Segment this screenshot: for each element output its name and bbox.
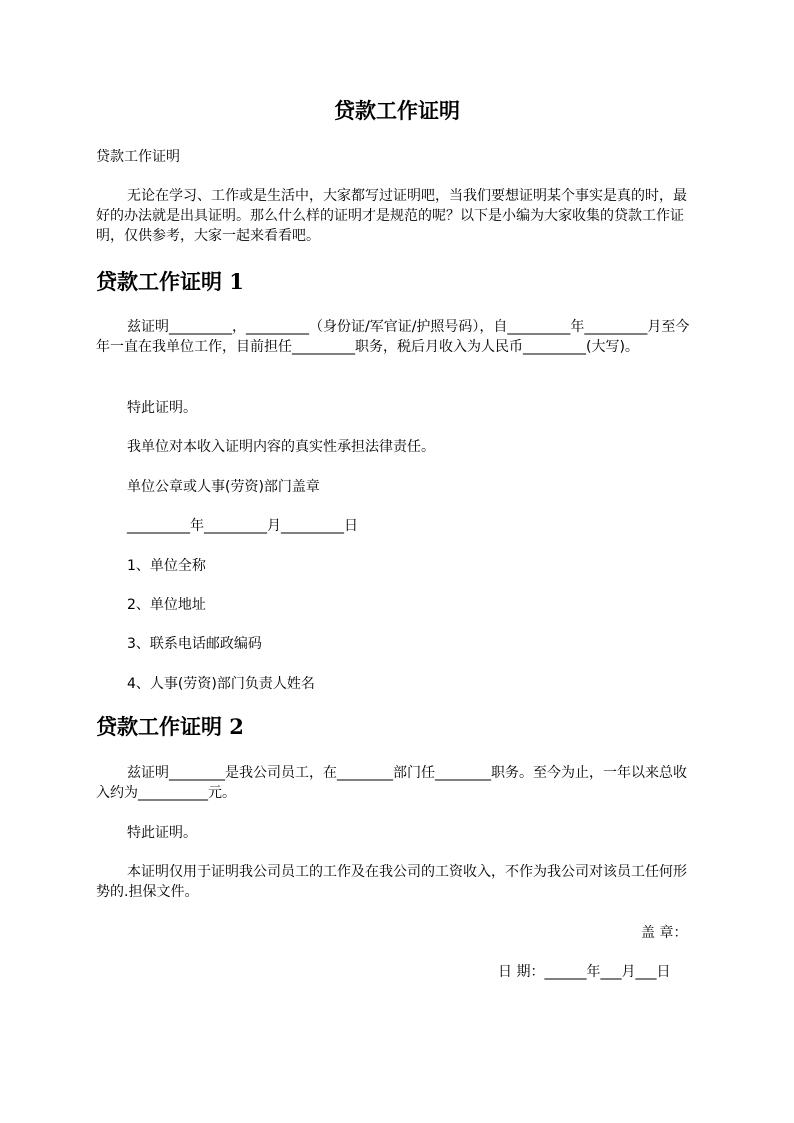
document-title: 贷款工作证明 <box>334 98 460 123</box>
section1-date-line: _________年_________月_________日 <box>127 518 358 534</box>
section1-paragraph-2: 特此证明。 <box>127 400 197 416</box>
section2-paragraph-2: 特此证明。 <box>127 825 197 841</box>
date-signature-line: 日 期：______年___月___日 <box>498 964 671 980</box>
section2-heading: 贷款工作证明 2 <box>96 714 244 739</box>
section1-paragraph-3: 我单位对本收入证明内容的真实性承担法律责任。 <box>127 439 435 455</box>
section1-item-1: 1、单位全称 <box>127 558 206 574</box>
section1-item-2: 2、单位地址 <box>127 597 206 613</box>
section2-paragraph-1: 兹证明________是我公司员工，在________部门任________职务。至今为止，一年以来总收入约为__________元。 <box>96 765 687 801</box>
section1-item-3: 3、联系电话邮政编码 <box>127 636 262 652</box>
section1-paragraph-1: 兹证明_________，_________（身份证/军官证/护照号码），自_________年_________月至今年一直在我单位工作，目前担任_________职务，税后月收入为人民币_________(大写)。 <box>96 319 690 355</box>
section2-paragraph-3: 本证明仅用于证明我公司员工的工作及在我公司的工资收入，不作为我公司对该员工任何形势的.担保文件。 <box>96 864 687 900</box>
section1-item-4: 4、人事(劳资)部门负责人姓名 <box>127 676 315 692</box>
section1-heading: 贷款工作证明 1 <box>96 269 244 294</box>
intro-label: 贷款工作证明 <box>96 149 180 165</box>
intro-paragraph: 无论在学习、工作或是生活中，大家都写过证明吧，当我们要想证明某个事实是真的时，最好的办法就是出具证明。那么什么样的证明才是规范的呢？以下是小编为大家收集的贷款工作证明，仅供参考，大家一起来看看吧。 <box>96 188 687 244</box>
section1-paragraph-4: 单位公章或人事(劳资)部门盖章 <box>127 479 320 495</box>
seal-line: 盖 章： <box>641 925 688 941</box>
